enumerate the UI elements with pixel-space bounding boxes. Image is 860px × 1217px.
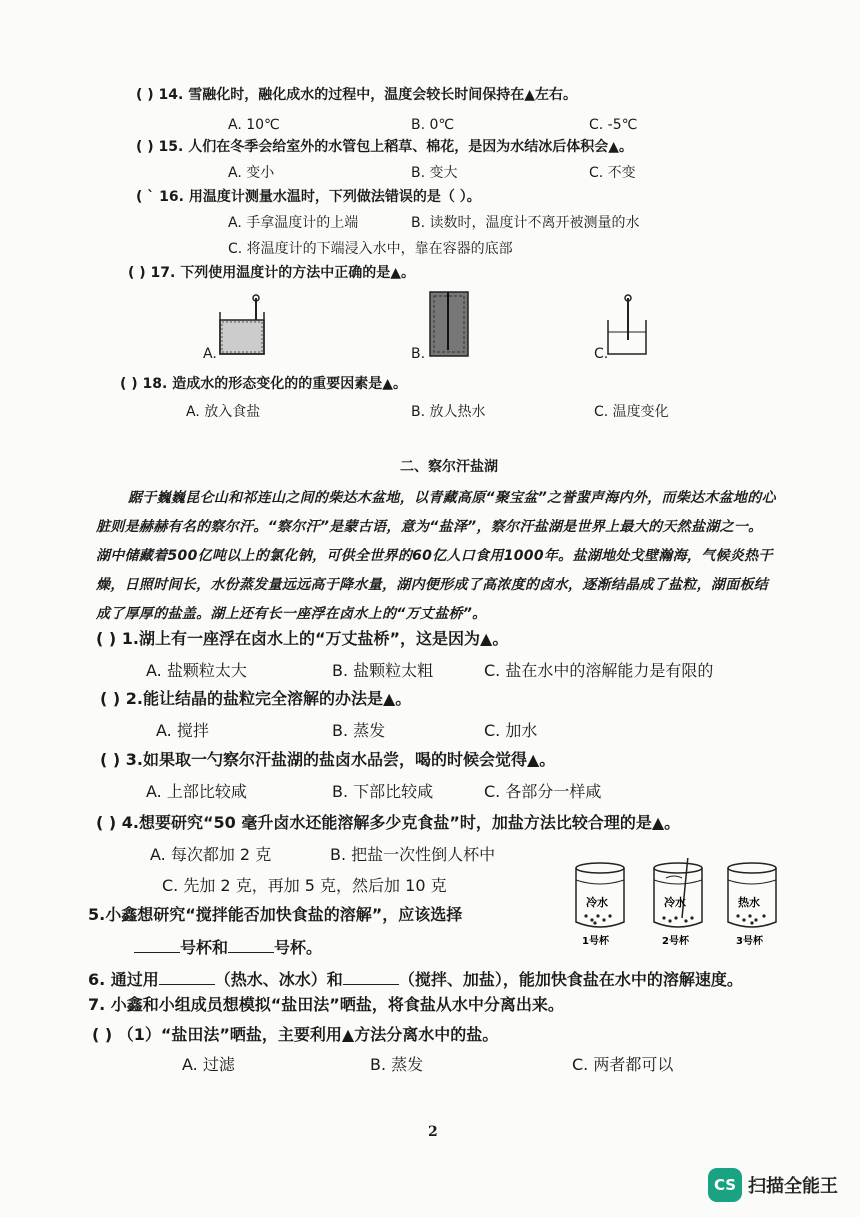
q17-option-a: A.	[203, 346, 217, 362]
cup-1-label: 1号杯	[582, 936, 609, 947]
s5-stem: 5.小鑫想研究“搅拌能否加快食盐的溶解”，应该选择	[88, 905, 463, 924]
q16-option-a: A. 手拿温度计的上端	[228, 215, 359, 231]
cup-3-liquid: 热水	[738, 896, 760, 909]
q18-option-c: C. 温度变化	[594, 404, 669, 420]
q16-stem: ( ` 16. 用温度计测量水温时，下列做法错误的是（ ）。	[136, 189, 481, 205]
s1-stem: ( ) 1.湖上有一座浮在卤水上的“万丈盐桥”，这是因为▲。	[96, 629, 509, 648]
q14-option-a: A. 10℃	[228, 117, 280, 133]
s3-option-a: A. 上部比较咸	[146, 782, 247, 801]
s2-option-a: A. 搅拌	[156, 721, 209, 740]
scanner-logo-icon: CS	[708, 1168, 742, 1202]
q18-option-a: A. 放入食盐	[186, 404, 261, 420]
q17-option-b: B.	[411, 346, 426, 362]
s7-1-stem: ( ) （1）“盐田法”晒盐，主要利用▲方法分离水中的盐。	[92, 1025, 499, 1044]
s2-stem: ( ) 2.能让结晶的盐粒完全溶解的办法是▲。	[100, 689, 412, 708]
q17-stem: ( ) 17. 下列使用温度计的方法中正确的是▲。	[128, 265, 415, 281]
q15-option-c: C. 不变	[589, 165, 636, 181]
s4-option-b: B. 把盐一次性倒人杯中	[330, 845, 496, 864]
s1-option-a: A. 盐颗粒太大	[146, 661, 247, 680]
s2-option-c: C. 加水	[484, 721, 538, 740]
s6-blank-1[interactable]	[159, 970, 215, 985]
s5-blank-1[interactable]	[134, 938, 180, 953]
s6-text-mid: （热水、冰水）和	[214, 970, 343, 989]
s7-1-option-c: C. 两者都可以	[572, 1055, 674, 1074]
q16-option-b: B. 读数时，温度计不离开被测量的水	[411, 215, 640, 231]
s5-text-b: 号杯。	[274, 938, 323, 957]
s4-option-a: A. 每次都加 2 克	[150, 845, 272, 864]
s3-option-b: B. 下部比较咸	[332, 782, 434, 801]
cup-1	[576, 863, 624, 927]
cup-2-liquid: 冷水	[664, 896, 686, 909]
s2-option-b: B. 蒸发	[332, 721, 386, 740]
section-title: 二、察尔汗盐湖	[400, 459, 498, 475]
q15-option-a: A. 变小	[228, 165, 275, 181]
s5-text-a: 号杯和	[180, 938, 229, 957]
q14-option-c: C. -5℃	[589, 117, 638, 133]
page-number: 2	[428, 1124, 438, 1140]
s7-1-option-b: B. 蒸发	[370, 1055, 424, 1074]
thermometer-figure-c	[604, 292, 650, 362]
q17-option-c: C.	[594, 346, 609, 362]
s6-text-pre: 6. 通过用	[88, 970, 159, 989]
s4-option-c: C. 先加 2 克，再加 5 克，然后加 10 克	[162, 876, 447, 895]
s5-answer-line	[134, 938, 322, 957]
reading-paragraph: 踞于巍巍昆仑山和祁连山之间的柴达木盆地，以青藏高原“聚宝盆”之誉蜚声海内外，而柴达木盆地的心脏则是赫赫有名的察尔汗。“察尔汗”是蒙古语，意为“盐泽”，察尔汗盐湖是世界上最大的天然盐湖之一。湖中储藏着500亿吨以上的氯化钠，可供全世界的60亿人口食用1000年。盐湖地处戈壁瀚海，气候炎热干燥，日照时间长，水份蒸发量远远高于降水量，湖内便形成了高浓度的卤水，逐渐结晶成了盐粒，湖面板结成了厚厚的盐盖。湖上还有长一座浮在卤水上的“万丈盐桥”。	[96, 490, 776, 622]
s5-blank-2[interactable]	[228, 938, 274, 953]
q18-option-b: B. 放人热水	[411, 404, 486, 420]
cup-1-liquid: 冷水	[586, 896, 608, 909]
s3-stem: ( ) 3.如果取一勺察尔汗盐湖的盐卤水品尝，喝的时候会觉得▲。	[100, 750, 556, 769]
s7-stem: 7. 小鑫和小组成员想模拟“盐田法”晒盐，将食盐从水中分离出来。	[88, 995, 564, 1014]
q15-option-b: B. 变大	[411, 165, 458, 181]
s6-text-post: （搅拌、加盐），能加快食盐在水中的溶解速度。	[398, 970, 743, 989]
q14-option-b: B. 0℃	[411, 117, 455, 133]
s6-blank-2[interactable]	[343, 970, 399, 985]
scanner-app-name: 扫描全能王	[748, 1176, 838, 1197]
s6-line	[88, 970, 743, 989]
s1-option-c: C. 盐在水中的溶解能力是有限的	[484, 661, 714, 680]
cup-3-label: 3号杯	[736, 936, 763, 947]
q15-stem: ( ) 15. 人们在冬季会给室外的水管包上稻草、棉花，是因为水结冰后体积会▲。	[136, 139, 633, 155]
q14-stem: ( ) 14. 雪融化时，融化成水的过程中，温度会较长时间保持在▲左右。	[136, 87, 577, 103]
q16-option-c: C. 将温度计的下端浸入水中，靠在容器的底部	[228, 241, 513, 257]
thermometer-figure-b	[428, 290, 470, 360]
s1-option-b: B. 盐颗粒太粗	[332, 661, 434, 680]
s3-option-c: C. 各部分一样咸	[484, 782, 602, 801]
cup-3	[728, 863, 776, 927]
q18-stem: ( ) 18. 造成水的形态变化的的重要因素是▲。	[120, 376, 407, 392]
s4-stem: ( ) 4.想要研究“50 毫升卤水还能溶解多少克食盐”时，加盐方法比较合理的是▲。	[96, 813, 681, 832]
thermometer-figure-a	[214, 292, 266, 362]
cup-2	[654, 858, 702, 927]
cups-figure	[568, 858, 800, 948]
cup-2-label: 2号杯	[662, 936, 689, 947]
s7-1-option-a: A. 过滤	[182, 1055, 235, 1074]
scanner-watermark	[708, 1168, 838, 1202]
